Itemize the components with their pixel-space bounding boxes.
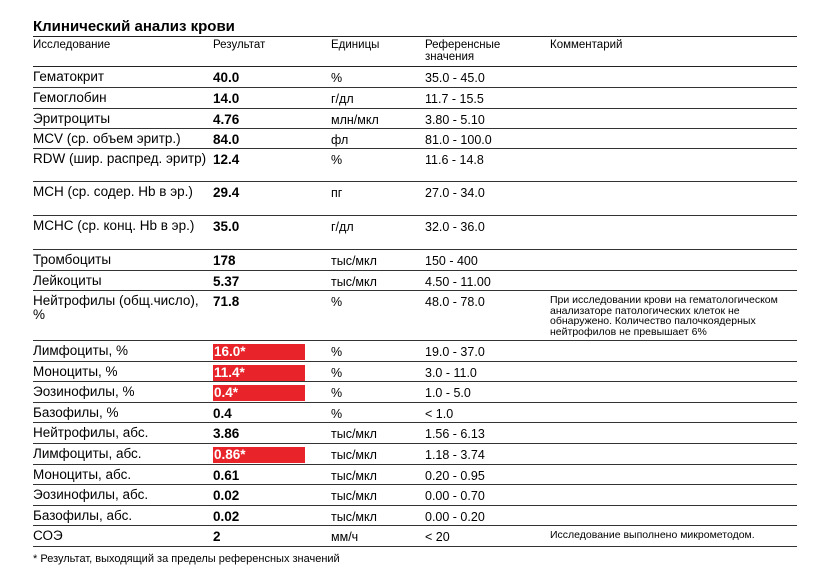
result-cell [213,182,331,215]
reference-cell: 11.6 - 14.8 [425,153,484,167]
result-cell [213,67,331,87]
table-row [33,341,797,362]
units-cell: тыс/мкл [331,489,377,503]
test-cell: RDW (шир. распред. эритр) [33,151,207,166]
test-cell: Нейтрофилы (общ.число), % [33,293,199,322]
result-cell [213,291,331,340]
result-value: 178 [213,253,236,268]
header-test: Исследование [33,39,111,51]
header-result: Результат [213,39,266,51]
units-cell: % [331,366,343,380]
comment-cell [550,250,797,270]
result-value: 5.37 [213,274,240,289]
comment-cell [550,485,797,505]
flagged-result-value: 0.86* [213,447,305,463]
reference-cell: 27.0 - 34.0 [425,186,485,200]
comment-cell [550,465,797,484]
units-cell: % [331,295,343,309]
result-value: 0.61 [213,468,240,483]
result-cell [213,362,331,381]
test-cell: Эозинофилы, абс. [33,487,149,502]
comment-cell [550,129,797,148]
result-value: 40.0 [213,70,240,85]
reference-cell: 3.80 - 5.10 [425,113,485,127]
result-cell [213,382,331,402]
units-cell: тыс/мкл [331,427,377,441]
comment-cell [550,149,797,181]
table-row [33,362,797,382]
table-row [33,182,797,216]
flagged-result-value: 16.0* [213,344,305,360]
units-cell: тыс/мкл [331,448,377,462]
comment-cell: При исследовании крови на гематологическом анализаторе патологических клеток не обнаружено. Количество палочкоядерных нейтрофилов не превышает 6% [550,294,778,338]
result-value: 4.76 [213,112,240,127]
table-row [33,216,797,250]
result-value: 0.02 [213,488,240,503]
reference-cell: 0.00 - 0.70 [425,489,485,503]
table-row [33,423,797,444]
units-cell: % [331,345,343,359]
reference-cell: 3.0 - 11.0 [425,366,477,380]
reference-cell: 19.0 - 37.0 [425,345,485,359]
result-value: 2 [213,529,221,544]
reference-cell: 48.0 - 78.0 [425,295,485,309]
result-cell [213,250,331,270]
comment-cell [550,423,797,443]
table-body [33,67,797,547]
header-units: Единицы [331,39,380,51]
test-cell: Базофилы, абс. [33,508,133,523]
result-cell [213,485,331,505]
comment-cell: Исследование выполнено микрометодом. [550,529,755,541]
units-cell: тыс/мкл [331,469,377,483]
table-row [33,506,797,526]
reference-cell: < 20 [425,530,450,544]
test-cell: Лимфоциты, абс. [33,446,142,461]
comment-cell [550,88,797,108]
result-value: 12.4 [213,152,240,167]
reference-cell: 150 - 400 [425,254,478,268]
result-cell [213,526,331,546]
units-cell: тыс/мкл [331,510,377,524]
reference-cell: 1.0 - 5.0 [425,386,471,400]
comment-cell [550,67,797,87]
test-cell: Лейкоциты [33,273,102,288]
table-row [33,291,797,341]
units-cell: тыс/мкл [331,275,377,289]
result-value: 84.0 [213,132,240,147]
result-value: 14.0 [213,91,240,106]
test-cell: Базофилы, % [33,405,119,420]
test-cell: MCV (ср. объем эритр.) [33,131,181,146]
table-row [33,88,797,109]
units-cell: % [331,153,343,167]
test-cell: Тромбоциты [33,252,112,267]
table-row [33,526,797,547]
table-row [33,465,797,485]
result-cell [213,423,331,443]
table-row [33,444,797,465]
reference-cell: 0.20 - 0.95 [425,469,485,483]
result-cell [213,444,331,464]
comment-cell [550,403,797,422]
test-cell: Эозинофилы, % [33,384,135,399]
test-cell: MCHC (ср. конц. Hb в эр.) [33,218,195,233]
result-cell [213,271,331,290]
test-cell: Моноциты, % [33,364,118,379]
units-cell: % [331,386,343,400]
comment-cell [550,216,797,249]
header-reference: Референсные значения [425,39,501,63]
comment-cell [550,341,797,361]
test-cell: СОЭ [33,528,63,543]
comment-cell [550,444,797,464]
test-cell: Нейтрофилы, абс. [33,425,149,440]
reference-cell: < 1.0 [425,407,454,421]
test-cell: Лимфоциты, % [33,343,128,358]
result-value: 0.4 [213,406,232,421]
table-row [33,271,797,291]
test-cell: Гемоглобин [33,90,107,105]
table-row [33,250,797,271]
table-row [33,382,797,403]
units-cell: мм/ч [331,530,359,544]
lab-report [33,18,797,547]
result-cell [213,129,331,148]
table-row [33,485,797,506]
comment-cell [550,271,797,290]
table-row [33,109,797,129]
units-cell: % [331,407,343,421]
comment-cell [550,109,797,128]
result-value: 0.02 [213,509,240,524]
comment-cell [550,182,797,215]
reference-cell: 1.56 - 6.13 [425,427,485,441]
comment-cell [550,506,797,525]
report-title: Клинический анализ крови [33,18,235,35]
table-row [33,403,797,423]
reference-cell: 35.0 - 45.0 [425,71,485,85]
flagged-result-value: 11.4* [213,365,305,381]
table-row [33,149,797,182]
result-cell [213,465,331,484]
reference-cell: 4.50 - 11.00 [425,275,491,289]
reference-cell: 11.7 - 15.5 [425,92,484,106]
units-cell: % [331,71,343,85]
test-cell: Гематокрит [33,69,105,84]
result-cell [213,341,331,361]
units-cell: г/дл [331,220,354,234]
result-value: 35.0 [213,219,240,234]
comment-cell [550,362,797,381]
units-cell: тыс/мкл [331,254,377,268]
table-row [33,129,797,149]
reference-cell: 1.18 - 3.74 [425,448,485,462]
test-cell: Эритроциты [33,111,111,126]
result-value: 29.4 [213,185,240,200]
result-value: 71.8 [213,294,240,309]
comment-cell [550,382,797,402]
units-cell: фл [331,133,349,147]
header-comment: Комментарий [550,39,623,51]
result-cell [213,403,331,422]
units-cell: г/дл [331,92,354,106]
test-cell: MCH (ср. содер. Hb в эр.) [33,184,193,199]
table-header [33,37,797,67]
footnote: * Результат, выходящий за пределы референсных значений [33,553,340,565]
units-cell: пг [331,186,343,200]
units-cell: млн/мкл [331,113,379,127]
test-cell: Моноциты, абс. [33,467,132,482]
flagged-result-value: 0.4* [213,385,305,401]
result-cell [213,216,331,249]
result-value: 3.86 [213,426,240,441]
result-cell [213,506,331,525]
result-cell [213,88,331,108]
table-row [33,67,797,88]
reference-cell: 81.0 - 100.0 [425,133,492,147]
result-cell [213,149,331,181]
reference-cell: 32.0 - 36.0 [425,220,485,234]
result-cell [213,109,331,128]
reference-cell: 0.00 - 0.20 [425,510,485,524]
